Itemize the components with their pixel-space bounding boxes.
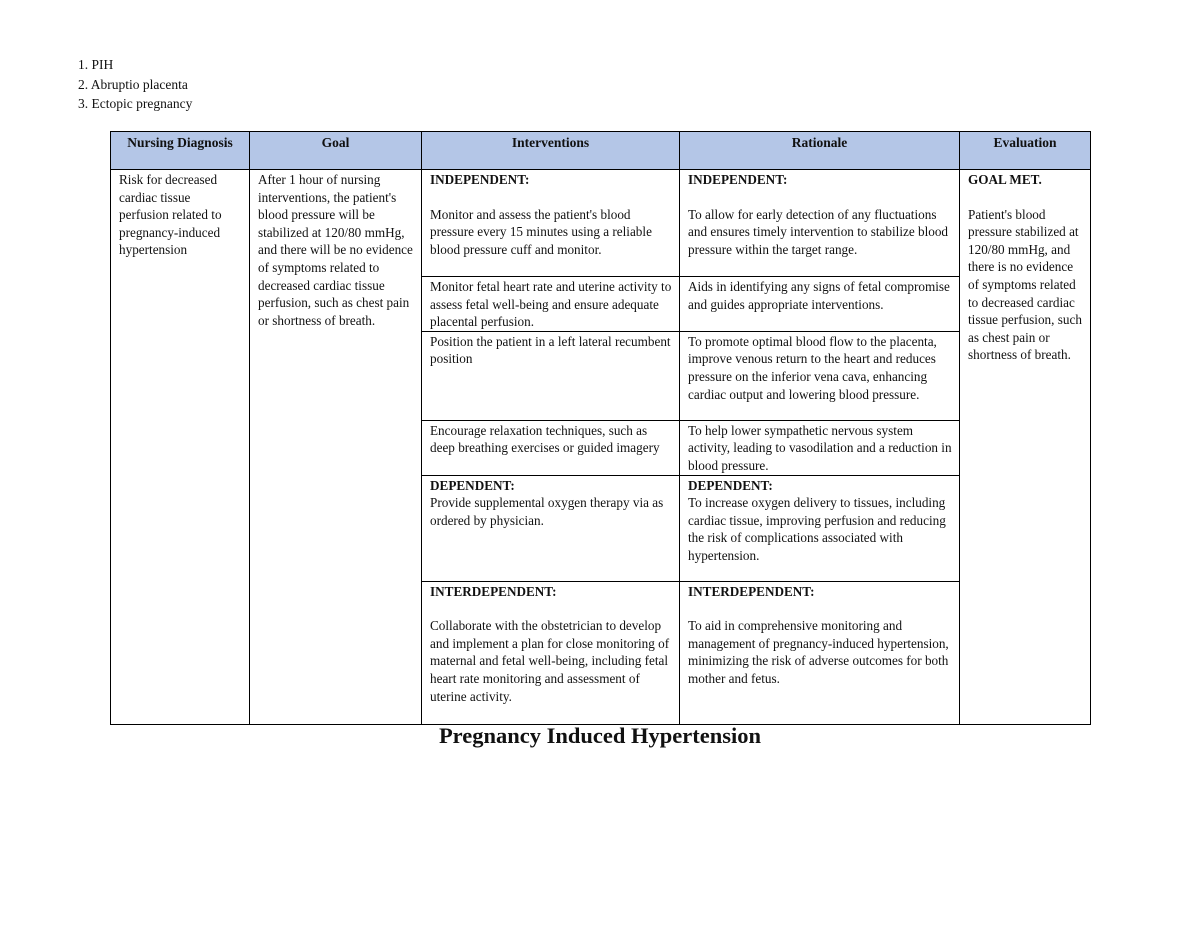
header-goal: Goal [250,132,422,170]
intervention-text: Encourage relaxation techniques, such as deep breathing exercises or guided imagery [430,422,660,456]
header-diagnosis: Nursing Diagnosis [111,132,250,170]
table-row [111,170,1091,277]
evaluation-heading: GOAL MET. [968,172,1042,187]
intervention-category: DEPENDENT: [430,477,515,493]
rationale-cell [680,475,960,581]
intervention-text: Monitor fetal heart rate and uterine activity to assess fetal well-being and ensure adequate placental perfusion. [430,279,672,330]
header-evaluation: Evaluation [960,132,1091,170]
care-plan-table [110,131,1091,725]
diagnosis-cell: Risk for decreased cardiac tissue perfusion related to pregnancy-induced hypertension [111,170,250,725]
intervention-category: INTERDEPENDENT: [430,583,557,599]
intervention-text: Monitor and assess the patient's blood pressure every 15 minutes using a reliable blood pressure cuff and monitor. [430,206,652,257]
rationale-cell [680,277,960,332]
intervention-cell [422,277,680,332]
intervention-cell [422,475,680,581]
evaluation-text: Patient's blood pressure stabilized at 120/80 mmHg, and there is no evidence of symptoms related to decreased cardiac tissue perfusion, such as chest pain or shortness of breath. [968,206,1082,363]
rationale-text: To increase oxygen delivery to tissues, including cardiac tissue, improving perfusion and reducing the risk of complications associated with hypertension. [688,495,946,563]
rationale-text: To aid in comprehensive monitoring and management of pregnancy-induced hypertension, minimizing the risk of adverse outcomes for both mother and fetus. [688,618,949,686]
page-title: Pregnancy Induced Hypertension [438,723,762,748]
intervention-cell [422,331,680,420]
rationale-text: To allow for early detection of any fluctuations and ensures timely intervention to stabilize blood pressure within the target range. [688,206,949,257]
list-item: 1. PIH [78,57,114,72]
rationale-text: To help lower sympathetic nervous system activity, leading to vasodilation and a reduction in blood pressure. [688,422,952,473]
rationale-text: To promote optimal blood flow to the placenta, improve venous return to the heart and reduces pressure on the inferior vena cava, enhancing cardiac output and lowering blood pressure. [688,333,937,402]
rationale-category: DEPENDENT: [688,477,773,493]
rationale-cell [680,331,960,420]
rationale-category: INDEPENDENT: [688,172,788,187]
rationale-cell [680,170,960,277]
intervention-text: Position the patient in a left lateral recumbent position [430,333,671,367]
rationale-cell [680,420,960,475]
intervention-text: Collaborate with the obstetrician to develop and implement a plan for close monitoring of maternal and fetal well-being, including fetal heart rate monitoring and assessment of uterine activity. [430,618,670,704]
evaluation-cell [960,170,1091,725]
header-rationale: Rationale [680,132,960,170]
intervention-cell [422,420,680,475]
condition-list [78,55,192,114]
rationale-category: INTERDEPENDENT: [688,583,815,599]
intervention-category: INDEPENDENT: [430,172,530,187]
rationale-cell [680,581,960,724]
header-interventions: Interventions [422,132,680,170]
header-row [111,132,1091,170]
list-item: 2. Abruptio placenta [78,76,188,92]
goal-cell: After 1 hour of nursing interventions, the patient's blood pressure will be stabilized at 120/80 mmHg, and there will be no evidence of symptoms related to decreased cardiac tissue perfusion, such as chest pain or shortness of breath. [250,170,422,725]
intervention-cell [422,170,680,277]
rationale-text: Aids in identifying any signs of fetal compromise and guides appropriate interventions. [688,279,950,312]
intervention-cell [422,581,680,724]
list-item: 3. Ectopic pregnancy [78,96,193,111]
intervention-text: Provide supplemental oxygen therapy via as ordered by physician. [430,495,664,528]
